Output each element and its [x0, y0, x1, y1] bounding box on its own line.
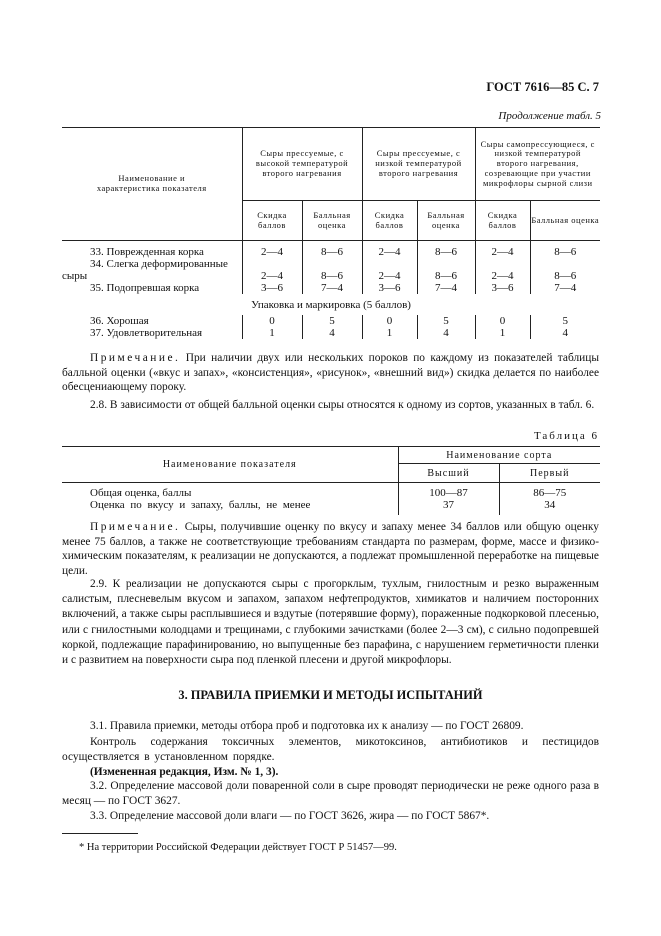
- table-row: Общая оценка, баллы 100—87 86—75: [62, 487, 600, 499]
- paragraph-2-8: 2.8. В зависимости от общей балльной оценки сыры относятся к одному из сортов, указанных в табл. 6.: [90, 399, 595, 411]
- table5-sub-header: Балльная оценка: [302, 201, 362, 241]
- table-6-caption: Таблица 6: [533, 430, 599, 442]
- note-1: Примечание. При наличии двух или нескольких пороков по каждому из показателей таблицы балльной оценки («вкус и запах», «консистенция», «рисунок», «внешний вид») скидка делается по наиболее обесцениающему пороку.: [62, 352, 599, 393]
- paragraph-3-2: 3.2. Определение массовой доли поваренной соли в сыре проводят периодически не реже одного раза в месяц — по ГОСТ 3627.: [62, 780, 599, 807]
- table5-sub-header: Балльная оценка: [417, 201, 475, 241]
- table-row: 35. Подопревшая корка 3—6 7—4 3—6 7—4 3—6 7—4: [62, 282, 600, 294]
- table5-group-header-3: Сыры самопрессующиеся, с низкой температурой второго нагревания, созревающие при участии микрофлоры сырной слизи: [475, 128, 600, 201]
- table-6: [62, 446, 600, 515]
- table6-name-header: Наименование показателя: [62, 447, 398, 483]
- paragraph-3-1-control: Контроль содержания токсичных элементов, микотоксинов, антибиотиков и пестицидов осуществляется в установленном порядке.: [62, 736, 599, 763]
- table6-grade-header: Первый: [499, 464, 600, 483]
- paragraph-3-3: 3.3. Определение массовой доли влаги — по ГОСТ 3626, жира — по ГОСТ 5867*.: [90, 810, 490, 822]
- note-2: Примечание. Сыры, получившие оценку по вкусу и запаху менее 34 баллов или общую оценку менее 75 баллов, а также не соответствующие требованиям стандарта по размерам, форме, массе и физико-химическим показателям, к реализации не допускаются, а подлежат промышленной переработке на пищевые цели.: [62, 521, 599, 577]
- table5-sub-header: Скидка баллов: [242, 201, 302, 241]
- table-row: 37. Удовлетворительная 1 4 1 4 1 4: [62, 327, 600, 339]
- footnote-divider: [62, 833, 138, 834]
- table6-group-header: Наименование сорта: [398, 447, 600, 464]
- table-5: [62, 127, 600, 339]
- paragraph-2-9: 2.9. К реализации не допускаются сыры с прогорклым, тухлым, гнилостным и резко выраженным салистым, плесневелым вкусом и запахом, запахом нефтепродуктов, химикатов и наличием посторонних включений, а также сыры расплывшиеся и вздутые (потерявшие форму), пораженные подкорковой плесенью, или с гнилостными колодцами и трещинами, с глубокими зачистками (более 2—3 см), с сильно подопревшей коркой, подлежащие парафинированию, но выпущенные без парафина, с нарушением герметичности пленки и с развитием на поверхности сыра под пленкой плесени и другой микрофлоры.: [62, 578, 599, 667]
- table-row: сыры 2—4 8—6 2—4 8—6 2—4 8—6: [62, 270, 600, 282]
- table6-grade-header: Высший: [398, 464, 499, 483]
- section-3-title: 3. ПРАВИЛА ПРИЕМКИ И МЕТОДЫ ИСПЫТАНИЙ: [178, 688, 483, 702]
- table-row: 34. Слегка деформированные: [62, 258, 600, 270]
- table5-section-label: Упаковка и маркировка (5 баллов): [251, 298, 411, 311]
- table-continuation-label: Продолжение табл. 5: [498, 110, 601, 122]
- paragraph-3-1: 3.1. Правила приемки, методы отбора проб и подготовка их к анализу — по ГОСТ 26809.: [90, 720, 524, 732]
- page-header: ГОСТ 7616—85 С. 7: [486, 80, 599, 94]
- table5-group-header-1: Сыры прессуемые, с высокой температурой второго нагревания: [242, 128, 362, 201]
- table-row: 36. Хорошая 0 5 0 5 0 5: [62, 315, 600, 327]
- table5-group-header-2: Сыры прессуемые, с низкой температурой второго нагревания: [362, 128, 475, 201]
- table5-name-header: Наименование и характеристика показателя: [62, 128, 242, 241]
- table-row: 33. Поврежденная корка 2—4 8—6 2—4 8—6 2—4 8—6: [62, 246, 600, 258]
- table-row: Оценка по вкусу и запаху, баллы, не менее 37 34: [62, 499, 600, 511]
- table5-sub-header: Балльная оценка: [530, 201, 600, 241]
- amendment-note: (Измененная редакция, Изм. № 1, 3).: [90, 766, 279, 778]
- table5-sub-header: Скидка баллов: [362, 201, 417, 241]
- footnote: * На территории Российской Федерации действует ГОСТ Р 51457—99.: [79, 842, 397, 853]
- table5-sub-header: Скидка баллов: [475, 201, 530, 241]
